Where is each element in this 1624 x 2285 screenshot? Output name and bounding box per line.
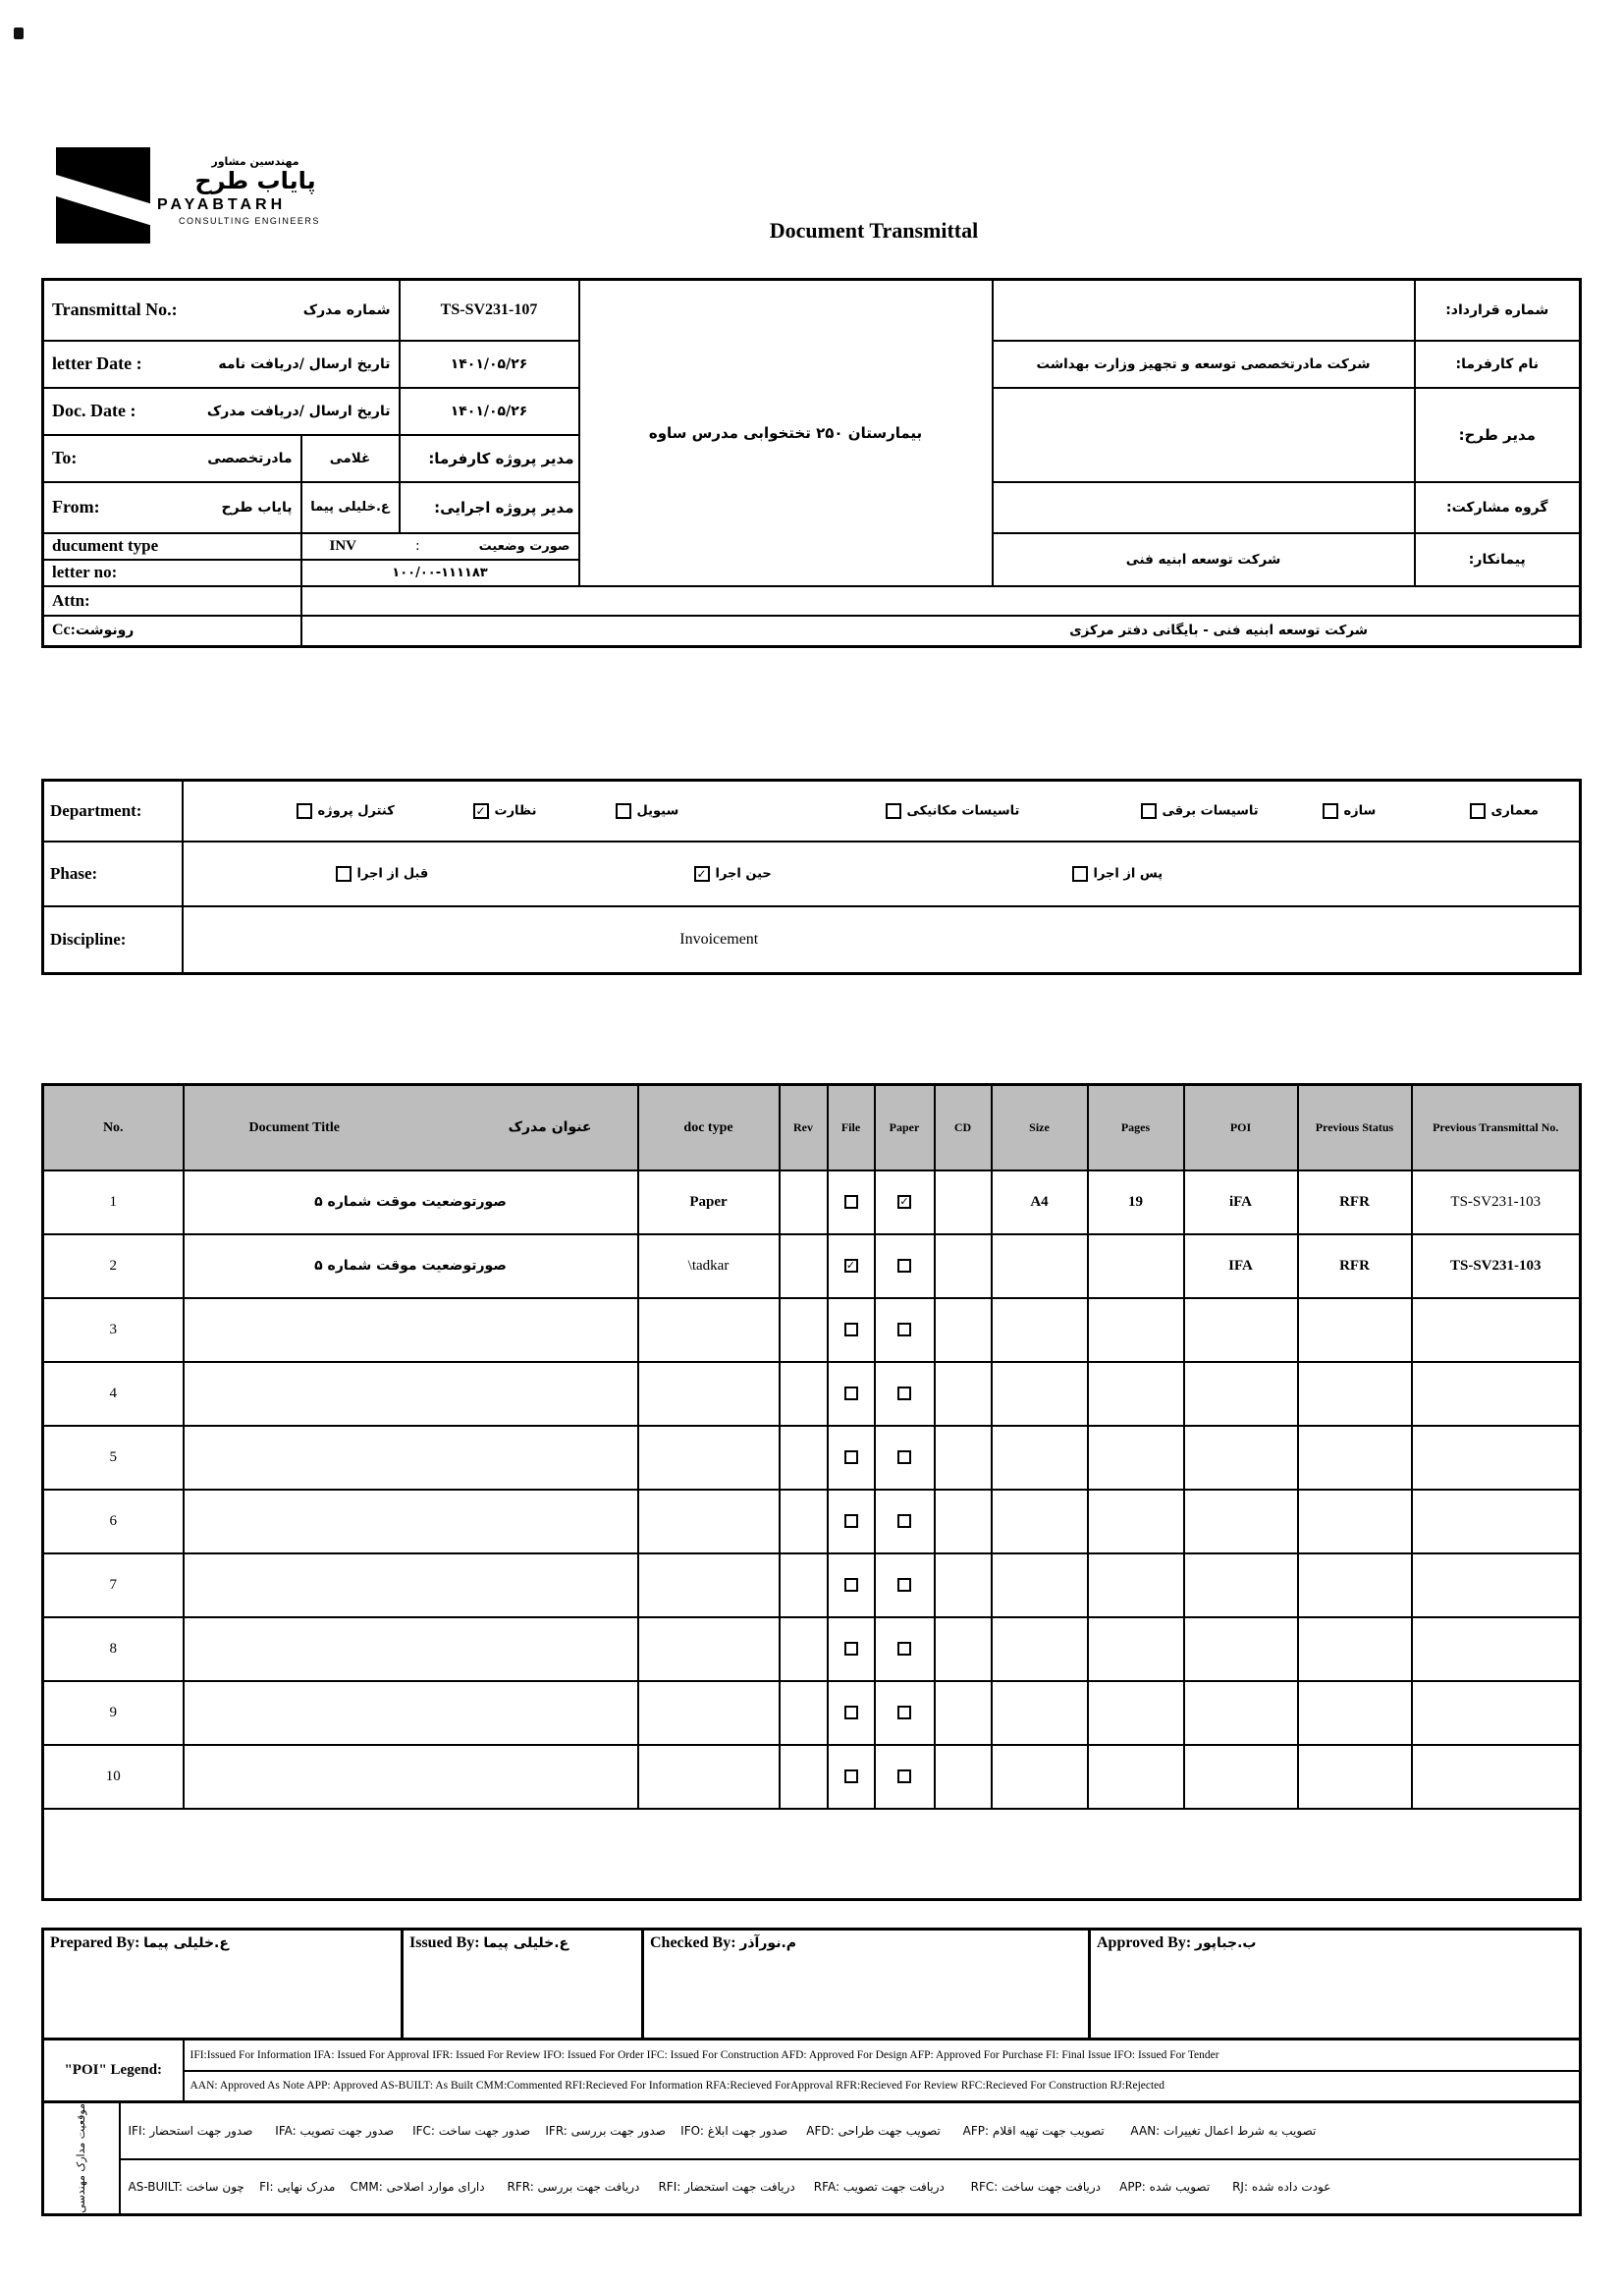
file-checkbox[interactable]: [844, 1642, 858, 1656]
project-manager-value: [993, 388, 1415, 482]
table-row: 2 صورتوضعیت موقت شماره ۵ \tadkar ✓ IFA RFR TS-SV231-103: [43, 1234, 1581, 1298]
table-row: 4: [43, 1362, 1581, 1426]
checkbox-architecture[interactable]: [1470, 803, 1486, 819]
logo-swoosh-icon: [56, 172, 150, 229]
letter-no-label: letter no:: [43, 560, 301, 586]
poi-legend-fa-line2: AS-BUILT: چون ساخت FI: مدرک نهایی CMM: دارای موارد اصلاحی RFR: دریافت جهت بررسی RFI: دریافت جهت استحضار RFA: دریافت جهت تصویب RFC: دریافت جهت ساخت APP: تصویب شده RJ: عودت داده شده: [120, 2159, 1581, 2214]
phase-label: Phase:: [43, 842, 183, 906]
partnership-value: [993, 482, 1415, 533]
table-row: 3: [43, 1298, 1581, 1362]
brand-block: [157, 155, 353, 226]
project-manager-label: مدیر طرح:: [1415, 388, 1581, 482]
brand-en-name: PAYABTARH: [157, 196, 287, 214]
poi-legend-fa-table: [41, 2100, 1582, 2216]
table-row: 1 صورتوضعیت موقت شماره ۵ Paper ✓ A4 19 iFA RFR TS-SV231-103: [43, 1170, 1581, 1234]
paper-checkbox[interactable]: ✓: [897, 1195, 911, 1209]
cc-label: Cc:رونوشت: [43, 616, 301, 647]
to-row-label: To: مادرتخصصی: [52, 448, 293, 467]
dept-option-structure: سازه: [1323, 803, 1377, 819]
payabtarh-logo-icon: [56, 147, 150, 244]
dept-option-architecture: معماری: [1470, 803, 1539, 819]
letter-date-label: letter Date : تاریخ ارسال /دریافت نامه: [52, 354, 391, 373]
contract-no-label: شماره قرارداد:: [1415, 280, 1581, 341]
table-row: 9: [43, 1681, 1581, 1745]
file-checkbox[interactable]: [844, 1514, 858, 1528]
discipline-label: Discipline:: [43, 906, 183, 974]
info-table: [41, 278, 1582, 648]
doc-date-value: ۱۴۰۱/۰۵/۲۶: [400, 388, 579, 435]
col-header-paper: Paper: [875, 1085, 935, 1170]
classification-table: [41, 779, 1582, 975]
project-name: بیمارستان ۲۵۰ تختخوابی مدرس ساوه: [579, 280, 993, 586]
paper-checkbox[interactable]: [897, 1387, 911, 1400]
phase-option-during: ✓ حین اجرا: [694, 866, 772, 882]
col-header-poi: POI: [1184, 1085, 1298, 1170]
file-checkbox[interactable]: [844, 1450, 858, 1464]
file-checkbox[interactable]: ✓: [844, 1259, 858, 1273]
to-role-label: مدیر پروژه کارفرما:: [400, 435, 579, 482]
col-header-rev: Rev: [780, 1085, 828, 1170]
checkbox-structure[interactable]: [1323, 803, 1338, 819]
checked-by-cell: Checked By: م.نورآذر: [643, 1930, 1090, 2040]
checkbox-civil[interactable]: [616, 803, 631, 819]
from-role-label: مدیر پروژه اجرایی:: [400, 482, 579, 533]
client-label: نام کارفرما:: [1415, 341, 1581, 388]
brand-fa-tagline: مهندسین مشاور: [211, 155, 299, 168]
checkbox-supervision[interactable]: ✓: [473, 803, 489, 819]
phase-option-after: پس از اجرا: [1072, 866, 1164, 882]
file-checkbox[interactable]: [844, 1323, 858, 1336]
scan-artifact: [14, 27, 24, 39]
table-row: 6: [43, 1490, 1581, 1553]
col-header-prev-transmittal: Previous Transmittal No.: [1412, 1085, 1581, 1170]
table-row: 10: [43, 1745, 1581, 1809]
letter-no-value: ۱۰۰/۰۰-۱۱۱۱۸۳: [301, 560, 579, 586]
col-header-cd: CD: [935, 1085, 992, 1170]
page-title: Document Transmittal: [769, 218, 979, 243]
brand-en-tagline: CONSULTING ENGINEERS: [179, 216, 320, 227]
paper-checkbox[interactable]: [897, 1642, 911, 1656]
doc-type-fa: صورت وضعیت: [478, 538, 570, 554]
table-row: 8: [43, 1617, 1581, 1681]
file-checkbox[interactable]: [844, 1578, 858, 1592]
from-row-label: From: پایاب طرح: [52, 497, 293, 517]
file-checkbox[interactable]: [844, 1706, 858, 1719]
phase-option-before: قبل از اجرا: [336, 866, 429, 882]
file-checkbox[interactable]: [844, 1387, 858, 1400]
issued-by-cell: Issued By: ع.خلیلی پیما: [403, 1930, 643, 2040]
doc-type-label: ducument type: [43, 533, 301, 560]
col-header-doc-type: doc type: [638, 1085, 780, 1170]
poi-legend-table: [41, 2038, 1582, 2103]
transmittal-no-label: Transmittal No.: شماره مدرک: [52, 299, 391, 320]
doc-type-value: INV : صورت وضعیت: [302, 538, 578, 555]
to-person: غلامی: [301, 435, 400, 482]
checkbox-electrical[interactable]: [1141, 803, 1157, 819]
dept-option-civil: سیویل: [616, 803, 679, 819]
col-header-file: File: [828, 1085, 875, 1170]
attn-value: [301, 586, 1581, 616]
transmittal-no-value: TS-SV231-107: [400, 280, 579, 341]
col-header-no: No.: [43, 1085, 184, 1170]
from-person: ع.خلیلی پیما: [301, 482, 400, 533]
poi-legend-label: "POI" Legend:: [43, 2040, 184, 2102]
cc-value: شرکت توسعه ابنیه فنی - بایگانی دفتر مرکزی: [301, 616, 1581, 647]
document-list-table: [41, 1083, 1582, 1901]
paper-checkbox[interactable]: [897, 1259, 911, 1273]
discipline-value: Invoicement: [183, 906, 1581, 974]
dept-option-electrical: تاسیسات برقی: [1141, 803, 1259, 819]
doc-date-label: Doc. Date : تاریخ ارسال /دریافت مدرک: [52, 401, 391, 420]
poi-legend-line1: IFI:Issued For Information IFA: Issued For Approval IFR: Issued For Review IFO: Issued For Order IFC: Issued For Construction AFD: Approved For Design AFP: Approved For Purchase FI: Final Issue IFO: Issued For Tender: [184, 2040, 1581, 2071]
paper-checkbox[interactable]: [897, 1769, 911, 1783]
dept-option-control-project: کنترل پروژه: [297, 803, 395, 819]
doc-type-code: INV: [329, 537, 357, 554]
engineering-docs-status-label: موقعیت مدارک مهندسی: [43, 2102, 120, 2215]
checkbox-during-execution[interactable]: ✓: [694, 866, 710, 882]
col-header-prev-status: Previous Status: [1298, 1085, 1412, 1170]
poi-legend-line2: AAN: Approved As Note APP: Approved AS-BUILT: As Built CMM:Commented RFI:Recieved For Information RFA:Recieved ForApproval RFR:Recieved For Review RFC:Recieved For Construction RJ:Rejected: [184, 2071, 1581, 2102]
col-header-pages: Pages: [1088, 1085, 1184, 1170]
letter-date-value: ۱۴۰۱/۰۵/۲۶: [400, 341, 579, 388]
paper-checkbox[interactable]: [897, 1450, 911, 1464]
table-footer-empty: [43, 1809, 1581, 1900]
approved-by-cell: Approved By: ب.جباپور: [1090, 1930, 1581, 2040]
signoff-table: [41, 1928, 1582, 2040]
col-header-size: Size: [992, 1085, 1088, 1170]
checkbox-mechanical[interactable]: [886, 803, 901, 819]
file-checkbox[interactable]: [844, 1769, 858, 1783]
checkbox-control-project[interactable]: [297, 803, 312, 819]
checkbox-after-execution[interactable]: [1072, 866, 1088, 882]
client-value: شرکت مادرتخصصی توسعه و تجهیز وزارت بهداشت: [993, 341, 1415, 388]
file-checkbox[interactable]: [844, 1195, 858, 1209]
prepared-by-cell: Prepared By: ع.خلیلی پیما: [43, 1930, 403, 2040]
checkbox-before-execution[interactable]: [336, 866, 352, 882]
table-row: 7: [43, 1553, 1581, 1617]
department-label: Department:: [43, 781, 183, 842]
table-row: 5: [43, 1426, 1581, 1490]
contract-no-value: [993, 280, 1415, 341]
attn-label: Attn:: [43, 586, 301, 616]
dept-option-mechanical: تاسیسات مکانیکی: [886, 803, 1020, 819]
paper-checkbox[interactable]: [897, 1514, 911, 1528]
brand-fa-name: پایاب طرح: [194, 167, 316, 194]
paper-checkbox[interactable]: [897, 1323, 911, 1336]
contractor-value: شرکت توسعه ابنیه فنی: [993, 533, 1415, 586]
poi-legend-fa-line1: IFI: صدور جهت استحضار IFA: صدور جهت تصویب IFC: صدور جهت ساخت IFR: صدور جهت بررسی IFO: صدور جهت ابلاغ AFD: تصویب جهت طراحی AFP: تصویب جهت تهیه اقلام AAN: تصویب به شرط اعمال تغییرات: [120, 2102, 1581, 2159]
col-header-title: Document Title عنوان مدرک: [248, 1118, 592, 1135]
partnership-label: گروه مشارکت:: [1415, 482, 1581, 533]
dept-option-supervision: ✓ نظارت: [473, 803, 537, 819]
contractor-label: پیمانکار:: [1415, 533, 1581, 586]
paper-checkbox[interactable]: [897, 1706, 911, 1719]
paper-checkbox[interactable]: [897, 1578, 911, 1592]
